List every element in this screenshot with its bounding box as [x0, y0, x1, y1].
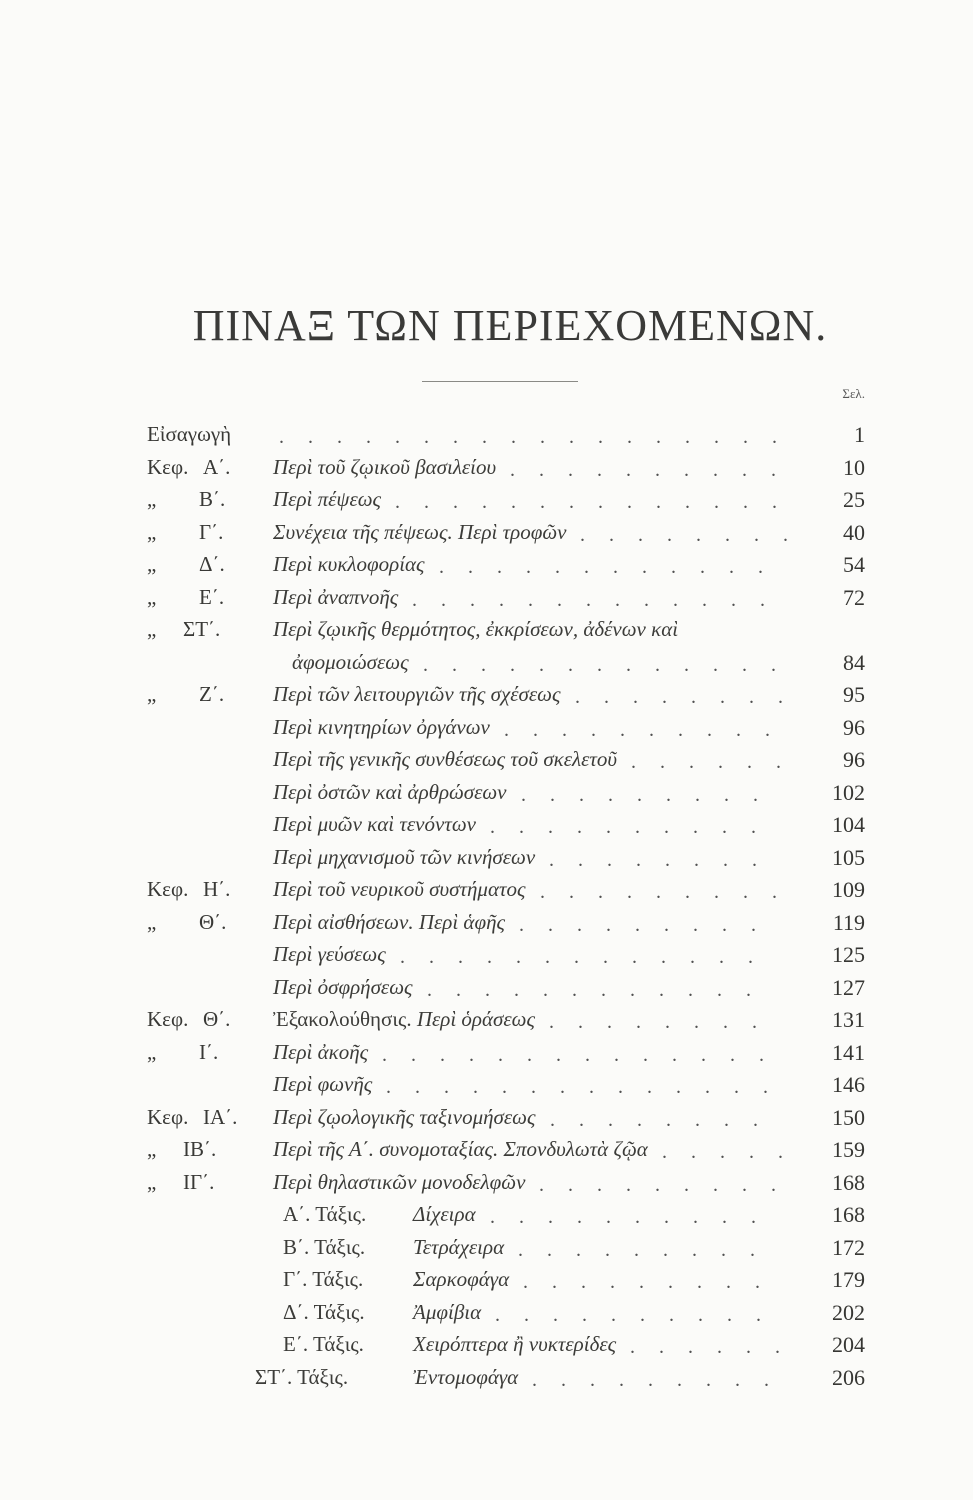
entry-title — [273, 585, 398, 610]
toc-row — [0, 487, 973, 519]
entry-title-text: Περὶ κυκλοφορίας — [273, 552, 425, 576]
entry-title — [273, 975, 413, 1000]
entry-title-text: Περὶ αἰσθήσεων. Περὶ ἁφῆς — [273, 910, 506, 934]
page-number: 102 — [832, 780, 865, 805]
ditto-mark: „ — [147, 617, 157, 641]
page-number: 172 — [832, 1235, 865, 1260]
entry-title-text: Περὶ τῶν λειτουργιῶν τῆς σχέσεως — [273, 682, 561, 706]
entry-title-text: Περὶ ζῳολογικῆς ταξινομήσεως — [273, 1105, 536, 1129]
toc-row — [0, 617, 973, 649]
toc-row — [0, 552, 973, 584]
page-number: 25 — [843, 487, 865, 512]
toc-row — [0, 1040, 973, 1072]
entry-title-text: Περὶ τοῦ νευρικοῦ συστήματος — [273, 877, 526, 901]
chapter-word: Κεφ. — [147, 455, 189, 479]
page-number: 150 — [832, 1105, 865, 1130]
entry-title — [292, 650, 409, 675]
entry-title-text: Περὶ ὀστῶν καὶ ἀρθρώσεων — [273, 780, 507, 804]
leader-dots: .............. — [395, 491, 801, 513]
entry-title-text: Τετράχειρα — [413, 1235, 505, 1259]
leader-dots: ......... — [539, 1174, 800, 1196]
toc-row — [0, 910, 973, 942]
entry-title-text: ἀφομοιώσεως — [292, 650, 409, 674]
page-number: 125 — [832, 942, 865, 967]
leader-dots: .......... — [495, 1304, 785, 1326]
page-number: 168 — [832, 1170, 865, 1195]
order-label: Ε΄. Τάξις. — [283, 1332, 364, 1356]
page-number: 1 — [854, 422, 865, 447]
entry-title-text: Περὶ μηχανισμοῦ τῶν κινήσεων — [273, 845, 536, 869]
toc-row — [0, 455, 973, 487]
entry-title — [413, 1267, 509, 1292]
leader-dots: .......... — [490, 1206, 780, 1228]
leader-dots: .............. — [386, 1076, 792, 1098]
leader-dots: ............. — [423, 654, 800, 676]
ditto-mark: „ — [147, 1137, 157, 1161]
leader-dots: ..... — [662, 1141, 807, 1163]
entry-title-text: Περὶ τῆς Α΄. συνομοταξίας. Σπονδυλωτὰ ζῷα — [273, 1137, 648, 1161]
leader-dots: ......... — [519, 914, 780, 936]
leader-dots: ......... — [540, 881, 801, 903]
leader-dots: ......... — [532, 1369, 793, 1391]
entry-title-text: Περὶ τῆς γενικῆς συνθέσεως τοῦ σκελετοῦ — [273, 747, 618, 771]
chapter-number: Ι΄. — [199, 1040, 219, 1064]
chapter-prefix — [147, 617, 259, 642]
page-number: 119 — [832, 910, 865, 935]
order-label: Β΄. Τάξις. — [283, 1235, 366, 1259]
chapter-prefix — [147, 487, 259, 512]
leader-dots: .......... — [490, 816, 780, 838]
chapter-prefix — [147, 1105, 259, 1130]
page-column-label: Σελ. — [842, 386, 865, 401]
toc-row — [0, 1007, 973, 1039]
leader-dots: ......... — [518, 1239, 779, 1261]
entry-title — [413, 1235, 504, 1260]
order-label: ΣΤ΄. Τάξις. — [255, 1365, 349, 1389]
toc-row — [0, 1365, 973, 1397]
entry-title-text: Περὶ ἀκοῆς — [273, 1040, 369, 1064]
leader-dots: ............ — [439, 556, 787, 578]
page-number: 202 — [832, 1300, 865, 1325]
entry-title — [273, 617, 678, 642]
leader-dots: ........ — [580, 524, 812, 546]
entry-title-text: Δίχειρα — [413, 1202, 476, 1226]
entry-title — [273, 845, 535, 870]
chapter-number: Γ΄. — [199, 520, 224, 544]
chapter-prefix — [147, 682, 259, 707]
page-number: 206 — [832, 1365, 865, 1390]
ditto-mark: „ — [147, 1170, 157, 1194]
ditto-mark: „ — [147, 910, 157, 934]
entry-title — [413, 1365, 518, 1390]
page-number: 168 — [832, 1202, 865, 1227]
entry-title-text: Περὶ ἀναπνοῆς — [273, 585, 399, 609]
entry-title-text: Περὶ ζῳικῆς θερμότητος, ἐκκρίσεων, ἀδένων καὶ — [273, 617, 679, 641]
chapter-number: Η΄. — [203, 877, 231, 901]
toc-row — [0, 422, 973, 454]
chapter-number: Α΄. — [203, 455, 231, 479]
page-number: 54 — [843, 552, 865, 577]
entry-title — [273, 487, 381, 512]
toc-row — [0, 1332, 973, 1364]
page-number: 127 — [832, 975, 865, 1000]
entry-title — [273, 942, 386, 967]
page-number: 204 — [832, 1332, 865, 1357]
page-title: ΠΙΝΑΞ ΤΩΝ ΠΕΡΙΕΧΟΜΕΝΩΝ. — [192, 301, 828, 350]
entry-title — [413, 1202, 476, 1227]
page-number: 159 — [832, 1137, 865, 1162]
page-number: 96 — [843, 715, 865, 740]
chapter-number: Δ΄. — [199, 552, 225, 576]
entry-title — [273, 812, 476, 837]
toc-row — [0, 682, 973, 714]
toc-row — [0, 1105, 973, 1137]
ditto-mark: „ — [147, 520, 157, 544]
toc-row — [0, 845, 973, 877]
leader-dots: .................. — [279, 426, 801, 448]
toc-row — [0, 1235, 973, 1267]
leader-dots: ......... — [521, 784, 782, 806]
toc-row — [0, 1300, 973, 1332]
leader-dots: ........ — [550, 1109, 782, 1131]
chapter-prefix — [147, 520, 259, 545]
chapter-number: ΙΒ΄. — [183, 1137, 217, 1161]
page-number: 95 — [843, 682, 865, 707]
leader-dots: ......... — [523, 1271, 784, 1293]
toc-row — [0, 715, 973, 747]
chapter-number: Θ΄. — [199, 910, 227, 934]
entry-title — [273, 780, 507, 805]
chapter-prefix — [147, 877, 259, 902]
entry-title — [273, 1137, 648, 1162]
chapter-number: ΣΤ΄. — [183, 617, 221, 641]
entry-title-text: Περὶ τοῦ ζῳικοῦ βασιλείου — [273, 455, 497, 479]
page-number: 109 — [832, 877, 865, 902]
entry-title — [273, 715, 490, 740]
entry-title — [273, 520, 566, 545]
chapter-number: ΙΑ΄. — [203, 1105, 238, 1129]
entry-title — [273, 877, 526, 902]
chapter-number: Β΄. — [199, 487, 226, 511]
ditto-mark: „ — [147, 487, 157, 511]
chapter-number: Ε΄. — [199, 585, 225, 609]
chapter-prefix — [147, 585, 259, 610]
leader-dots: ........ — [549, 1011, 781, 1033]
ditto-mark: „ — [147, 585, 157, 609]
leader-dots: .......... — [510, 459, 800, 481]
page-number: 72 — [843, 585, 865, 610]
entry-title-text: Περὶ θηλαστικῶν μονοδελφῶν — [273, 1170, 526, 1194]
leader-dots: .............. — [382, 1044, 788, 1066]
page-number: 179 — [832, 1267, 865, 1292]
order-label: Α΄. Τάξις. — [283, 1202, 367, 1226]
toc-row — [0, 780, 973, 812]
toc-row — [0, 975, 973, 1007]
entry-title — [273, 1040, 368, 1065]
page-number: 105 — [832, 845, 865, 870]
entry-title-text: Περὶ γεύσεως — [273, 942, 386, 966]
toc-row — [0, 1202, 973, 1234]
chapter-prefix — [147, 1137, 259, 1162]
entry-title — [273, 552, 425, 577]
chapter-prefix — [147, 1170, 259, 1195]
toc-row — [0, 585, 973, 617]
toc-row — [0, 747, 973, 779]
page-number: 104 — [832, 812, 865, 837]
title-rule — [422, 381, 578, 382]
introduction-label: Εἰσαγωγὴ — [147, 422, 232, 446]
leader-dots: ........ — [549, 849, 781, 871]
chapter-prefix — [147, 455, 259, 480]
leader-dots: .......... — [504, 719, 794, 741]
leader-dots: ............. — [412, 589, 789, 611]
chapter-prefix — [147, 1040, 259, 1065]
chapter-word: Κεφ. — [147, 1105, 189, 1129]
entry-title-text: Περὶ φωνῆς — [273, 1072, 373, 1096]
entry-title — [273, 682, 561, 707]
entry-title-text: Περὶ ὁράσεως — [416, 1007, 536, 1031]
entry-title — [273, 1105, 536, 1130]
entry-title — [273, 1007, 535, 1032]
entry-title — [413, 1332, 616, 1357]
entry-title — [273, 1170, 525, 1195]
order-label: Γ΄. Τάξις. — [283, 1267, 364, 1291]
chapter-prefix — [147, 422, 259, 447]
page-number: 141 — [832, 1040, 865, 1065]
entry-title — [273, 1072, 372, 1097]
entry-title-text: Περὶ πέψεως — [273, 487, 382, 511]
chapter-number: ΙΓ΄. — [183, 1170, 215, 1194]
toc-row — [0, 1170, 973, 1202]
entry-title-text: Χειρόπτερα ἢ νυκτερίδες — [413, 1332, 617, 1356]
leader-dots: ...... — [631, 751, 805, 773]
toc-row — [0, 520, 973, 552]
chapter-number: Ζ΄. — [199, 682, 225, 706]
entry-title — [273, 455, 496, 480]
leader-dots: ...... — [630, 1336, 804, 1358]
order-label: Δ΄. Τάξις. — [283, 1300, 365, 1324]
entry-title-text: Ἐντομοφάγα — [413, 1365, 519, 1389]
chapter-prefix — [147, 1007, 259, 1032]
entry-title — [413, 1300, 481, 1325]
leader-dots: ............ — [427, 979, 775, 1001]
toc-row — [0, 1072, 973, 1104]
leader-dots: ........ — [575, 686, 807, 708]
page-number: 10 — [843, 455, 865, 480]
toc-row — [0, 942, 973, 974]
page-number: 40 — [843, 520, 865, 545]
entry-title — [273, 747, 617, 772]
toc-row — [0, 877, 973, 909]
entry-title-lead: Ἐξακολούθησις. — [273, 1007, 417, 1031]
entry-title-text: Συνέχεια τῆς πέψεως. Περὶ τροφῶν — [273, 520, 567, 544]
entry-title-text: Ἀμφίβια — [413, 1300, 482, 1324]
ditto-mark: „ — [147, 682, 157, 706]
chapter-number: Θ΄. — [203, 1007, 231, 1031]
leader-dots: ............. — [400, 946, 777, 968]
entry-title-text: Περὶ ὀσφρήσεως — [273, 975, 413, 999]
page-number: 146 — [832, 1072, 865, 1097]
entry-title-text: Σαρκοφάγα — [413, 1267, 510, 1291]
toc-row — [0, 812, 973, 844]
chapter-prefix — [147, 552, 259, 577]
page-number: 96 — [843, 747, 865, 772]
ditto-mark: „ — [147, 552, 157, 576]
chapter-prefix — [147, 910, 259, 935]
toc-row — [0, 1267, 973, 1299]
page-number: 131 — [832, 1007, 865, 1032]
toc-row — [0, 1137, 973, 1169]
entry-title — [273, 910, 505, 935]
chapter-word: Κεφ. — [147, 877, 189, 901]
page-number: 84 — [843, 650, 865, 675]
entry-title-text: Περὶ κινητηρίων ὀργάνων — [273, 715, 490, 739]
toc-row — [0, 650, 973, 682]
entry-title-text: Περὶ μυῶν καὶ τενόντων — [273, 812, 476, 836]
chapter-word: Κεφ. — [147, 1007, 189, 1031]
ditto-mark: „ — [147, 1040, 157, 1064]
